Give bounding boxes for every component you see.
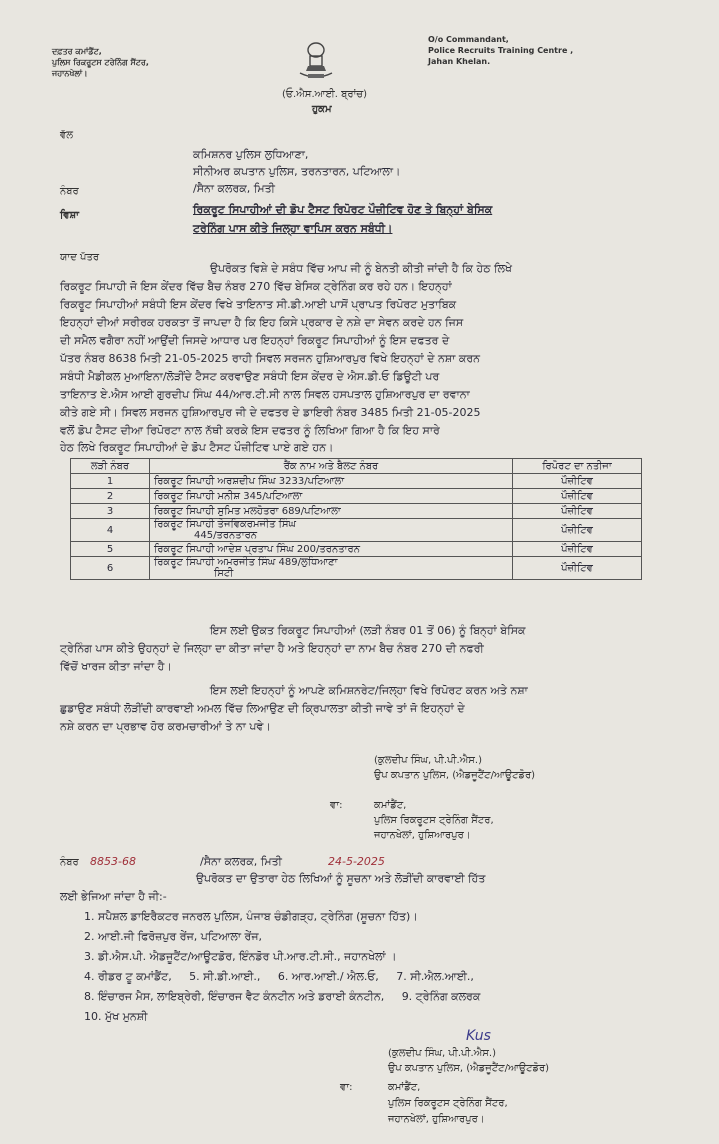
branch-label: (ਓ.ਐਸ.ਆਈ. ਬ੍ਰਾਂਚ) bbox=[282, 89, 368, 100]
distribution-item: 8. ਇੰਚਾਰਜ ਮੈਸ, ਲਾਇਬ੍ਰੇਰੀ, ਇੰਚਾਰਜ ਵੈਟ ਕੰਨਟੀਨ ਅਤੇ ਡਰਾਈ ਕੰਨਟੀਨ, 9. ਟ੍ਰੇਨਿੰਗ ਕਲਰਕ bbox=[84, 990, 481, 1003]
signature-for-line: ਪੁਲਿਸ ਰਿਕਰੂਟਸ ਟ੍ਰੇਨਿੰਗ ਸੈਂਟਰ, bbox=[388, 1098, 508, 1109]
body-line: ਪੱਤਰ ਨੰਬਰ 8638 ਮਿਤੀ 21-05-2025 ਰਾਹੀ ਸਿਵਲ ਸਰਜਨ ਹੁਸ਼ਿਆਰਪੁਰ ਵਿਖੇ ਇਹਨ੍ਹਾਂ ਦੇ ਨਸ਼ਾ ਕਰਨ bbox=[60, 352, 481, 365]
header-right-line: Jahan Khelan. bbox=[428, 57, 491, 66]
endorsement-number-value: 8853-68 bbox=[90, 855, 136, 868]
table-cell-name: ਰਿਕਰੂਟ ਸਿਪਾਹੀ ਮਨੀਸ਼ 345/ਪਟਿਆਲਾ bbox=[150, 489, 513, 504]
table-header-cell: ਲੜੀ ਨੰਬਰ bbox=[71, 459, 150, 474]
after-table-line: ਵਿੱਚੋਂ ਖਾਰਜ ਕੀਤਾ ਜਾਂਦਾ ਹੈ। bbox=[60, 660, 172, 673]
header-right-line: Police Recruits Training Centre , bbox=[428, 46, 574, 55]
signature-name: (ਕੁਲਦੀਪ ਸਿੰਘ, ਪੀ.ਪੀ.ਐਸ.) bbox=[388, 1048, 497, 1059]
table-cell-sr: 6 bbox=[71, 557, 150, 580]
endorsement-number-label: ਨੰਬਰ bbox=[60, 857, 79, 868]
subject-label: ਵਿਸ਼ਾ bbox=[60, 210, 79, 221]
table-cell-result: ਪੌਜ਼ੀਟਿਵ bbox=[513, 474, 642, 489]
header-left-line: ਜਹਾਨਖੇਲਾਂ। bbox=[52, 69, 88, 78]
header-right bbox=[428, 34, 573, 67]
table-cell-result: ਪੌਜ਼ੀਟਿਵ bbox=[513, 542, 642, 557]
table-cell-sr: 3 bbox=[71, 504, 150, 519]
signature-for-line: ਕਮਾਂਡੈਂਟ, bbox=[374, 800, 407, 811]
to-line: ਸੀਨੀਅਰ ਕਪਤਾਨ ਪੁਲਿਸ, ਤਰਨਤਾਰਨ, ਪਟਿਆਲਾ। bbox=[193, 165, 401, 178]
signature-name: (ਕੁਲਦੀਪ ਸਿੰਘ, ਪੀ.ਪੀ.ਐਸ.) bbox=[374, 755, 483, 766]
endorsement-clerk: /ਸੈਨਾ ਕਲਰਕ, ਮਿਤੀ bbox=[200, 855, 282, 868]
signature-for-line: ਜਹਾਨਖੇਲਾਂ, ਹੁਸ਼ਿਆਰਪੁਰ। bbox=[388, 1114, 485, 1125]
table-cell-sr: 1 bbox=[71, 474, 150, 489]
table-cell-result: ਪੌਜ਼ੀਟਿਵ bbox=[513, 489, 642, 504]
signature-for-label: ਵਾ: bbox=[340, 1082, 353, 1093]
signature-for-line: ਪੁਲਿਸ ਰਿਕਰੂਟਸ ਟ੍ਰੇਨਿੰਗ ਸੈਂਟਰ, bbox=[374, 815, 494, 826]
distribution-item: 1. ਸਪੈਸ਼ਲ ਡਾਇਰੈਕਟਰ ਜਨਰਲ ਪੁਲਿਸ, ਪੰਜਾਬ ਚੰਡੀਗੜ੍ਹ, ਟ੍ਰੇਨਿੰਗ (ਸੂਚਨਾ ਹਿੱਤ)। bbox=[84, 910, 418, 923]
subject-line: ਰਿਕਰੂਟ ਸਿਪਾਹੀਆਂ ਦੀ ਡੋਪ ਟੈਸਟ ਰਿਪੋਰਟ ਪੌਜ਼ੀਟਿਵ ਹੋਣ ਤੇ ਬਿਨ੍ਹਾਂ ਬੇਸਿਕ bbox=[193, 203, 493, 216]
body-line: ਤਾਇਨਾਤ ਏ.ਐਸ ਆਈ ਗੁਰਦੀਪ ਸਿੰਘ 44/ਆਰ.ਟੀ.ਸੀ ਨਾਲ ਸਿਵਲ ਹਸਪਤਾਲ ਹੁਸ਼ਿਆਰਪੁਰ ਦਾ ਰਵਾਨਾ bbox=[60, 388, 470, 401]
table-row bbox=[71, 542, 642, 557]
table-row bbox=[71, 504, 642, 519]
body-line: ਉਪਰੋਕਤ ਵਿਸ਼ੇ ਦੇ ਸਬੰਧ ਵਿੱਚ ਆਪ ਜੀ ਨੂੰ ਬੇਨਤੀ ਕੀਤੀ ਜਾਂਦੀ ਹੈ ਕਿ ਹੇਠ ਲਿਖੇ bbox=[210, 262, 512, 275]
body-line: ਹੇਠ ਲਿਖੇ ਰਿਕਰੂਟ ਸਿਪਾਹੀਆਂ ਦੇ ਡੋਪ ਟੈਸਟ ਪੌਜ਼ੀਟਿਵ ਪਾਏ ਗਏ ਹਨ। bbox=[60, 441, 334, 454]
table-header-row bbox=[71, 459, 642, 474]
table-row bbox=[71, 557, 642, 580]
table-cell-name-line: ਰਿਕਰੂਟ ਸਿਪਾਹੀ ਤੇਜਵਿਕਰਮਜੀਤ ਸਿੰਘ bbox=[154, 519, 296, 530]
table-row bbox=[71, 489, 642, 504]
signature-for-label: ਵਾ: bbox=[330, 800, 343, 811]
distribution-item: 3. ਡੀ.ਐਸ.ਪੀ. ਐਡਜੂਟੈਂਟ/ਆਊਟਡੋਰ, ਇੰਨਡੋਰ ਪੀ.ਆਰ.ਟੀ.ਸੀ., ਜਹਾਨਖੇਲਾਂ । bbox=[84, 950, 397, 963]
after-table-line: ਨਸ਼ੇ ਕਰਨ ਦਾ ਪ੍ਰਭਾਵ ਹੋਰ ਕਰਮਚਾਰੀਆਂ ਤੇ ਨਾ ਪਵੇ। bbox=[60, 720, 271, 733]
table-header-cell: ਰਿਪੋਰਟ ਦਾ ਨਤੀਜਾ bbox=[513, 459, 642, 474]
endorsement-date: 24-5-2025 bbox=[328, 855, 385, 868]
number-value: /ਸੈਨਾ ਕਲਰਕ, ਮਿਤੀ bbox=[193, 182, 275, 195]
handwritten-initials: Kus bbox=[466, 1028, 491, 1044]
endorsement-intro: ਲਈ ਭੇਜਿਆ ਜਾਂਦਾ ਹੈ ਜੀ:- bbox=[60, 890, 167, 903]
subject-line: ਟਰੇਨਿੰਗ ਪਾਸ ਕੀਤੇ ਜਿਲ੍ਹਾ ਵਾਪਿਸ ਕਰਨ ਸਬੰਧੀ। bbox=[193, 222, 393, 235]
table-cell-name: ਰਿਕਰੂਟ ਸਿਪਾਹੀ ਆਦੇਸ਼ ਪ੍ਰਤਾਪ ਸਿੰਘ 200/ਤਰਨਤਾਰਨ bbox=[150, 542, 513, 557]
after-table-line: ਛੁਡਾਉਣ ਸਬੰਧੀ ਲੋੜੀਂਦੀ ਕਾਰਵਾਈ ਅਮਲ ਵਿੱਚ ਲਿਆਉਣ ਦੀ ਕ੍ਰਿਪਾਲਤਾ ਕੀਤੀ ਜਾਵੇ ਤਾਂ ਜੋ ਇਹਨ੍ਹਾਂ ਦੇ bbox=[60, 702, 465, 715]
table-cell-name-line: 445/ਤਰਨਤਾਰਨ bbox=[194, 530, 258, 541]
after-table-line: ਇਸ ਲਈ ਉਕਤ ਰਿਕਰੂਟ ਸਿਪਾਹੀਆਂ (ਲੜੀ ਨੰਬਰ 01 ਤੋਂ 06) ਨੂੰ ਬਿਨ੍ਹਾਂ ਬੇਸਿਕ bbox=[210, 624, 526, 637]
body-line: ਦੀ ਸਮੈਲ ਵਗੈਰਾ ਨਹੀਂ ਆਉਂਦੀ ਜਿਸਦੇ ਆਧਾਰ ਪਰ ਇਹਨ੍ਹਾਂ ਰਿਕਰੂਟ ਸਿਪਾਹੀਆਂ ਨੂੰ ਇਸ ਦਫਤਰ ਦੇ bbox=[60, 334, 450, 347]
table-row bbox=[71, 474, 642, 489]
signature-designation: ਉਪ ਕਪਤਾਨ ਪੁਲਿਸ, (ਐਡਜੂਟੈਂਟ/ਆਊਟਡੋਰ) bbox=[374, 770, 536, 781]
body-line: ਸਬੰਧੀ ਮੈਡੀਕਲ ਮੁਆਇਨਾ/ਲੋੜੀਂਦੇ ਟੈਸਟ ਕਰਵਾਉਣ ਸਬੰਧੀ ਇਸ ਕੇਂਦਰ ਦੇ ਐਸ.ਡੀ.ਓ ਡਿਊਟੀ ਪਰ bbox=[60, 370, 440, 383]
body-line: ਵਲੋਂ ਡੋਪ ਟੈਸਟ ਦੀਆ ਰਿਪੋਰਟਾ ਨਾਲ ਨੱਥੀ ਕਰਕੇ ਇਸ ਦਫਤਰ ਨੂੰ ਲਿਖਿਆ ਗਿਆ ਹੈ ਕਿ ਇਹ ਸਾਰੇ bbox=[60, 424, 440, 437]
endorsement-intro: ਉਪਰੋਕਤ ਦਾ ਉਤਾਰਾ ਹੇਠ ਲਿਖਿਆਂ ਨੂੰ ਸੂਚਨਾ ਅਤੇ ਲੋੜੀਂਦੀ ਕਾਰਵਾਈ ਹਿੱਤ bbox=[196, 872, 486, 885]
body-line: ਰਿਕਰੂਟ ਸਿਪਾਹੀ ਜੋ ਇਸ ਕੇਂਦਰ ਵਿੱਚ ਬੈਚ ਨੰਬਰ 270 ਵਿੱਚ ਬੇਸਿਕ ਟ੍ਰੇਨਿੰਗ ਕਰ ਰਹੇ ਹਨ। ਇਹਨ੍ਹਾਂ bbox=[60, 280, 452, 293]
table-cell-name: ਰਿਕਰੂਟ ਸਿਪਾਹੀ ਅਰਸ਼ਦੀਪ ਸਿੰਘ 3233/ਪਟਿਆਲਾ bbox=[150, 474, 513, 489]
header-left bbox=[52, 46, 149, 79]
drug-test-table bbox=[70, 458, 642, 580]
header-right-line: O/o Commandant, bbox=[428, 35, 509, 44]
table-cell-result: ਪੌਜ਼ੀਟਿਵ bbox=[513, 519, 642, 542]
reference-label: ਯਾਦ ਪੱਤਰ bbox=[60, 252, 100, 263]
header-left-line: ਪੁਲਿਸ ਰਿਕਰੂਟਸ ਟਰੇਨਿੰਗ ਸੈਂਟਰ, bbox=[52, 58, 149, 67]
table-cell-name-line: ਸਿਟੀ bbox=[214, 568, 234, 579]
after-table-line: ਇਸ ਲਈ ਇਹਨ੍ਹਾਂ ਨੂੰ ਆਪਣੇ ਕਮਿਸ਼ਨਰੇਟ/ਜਿਲ੍ਹਾ ਵਿਖੇ ਰਿਪੋਰਟ ਕਰਨ ਅਤੇ ਨਸ਼ਾ bbox=[210, 684, 528, 697]
table-cell-sr: 5 bbox=[71, 542, 150, 557]
table-cell-name: ਰਿਕਰੂਟ ਸਿਪਾਹੀ ਸੁਮਿਤ ਮਲਹੋਤਰਾ 689/ਪਟਿਆਲਾ bbox=[150, 504, 513, 519]
body-line: ਰਿਕਰੂਟ ਸਿਪਾਹੀਆਂ ਸਬੰਧੀ ਇਸ ਕੇਂਦਰ ਵਿਖੇ ਤਾਇਨਾਤ ਸੀ.ਡੀ.ਆਈ ਪਾਸੋਂ ਪ੍ਰਾਪਤ ਰਿਪੋਰਟ ਮੁਤਾਬਿਕ bbox=[60, 298, 457, 311]
distribution-item: 2. ਆਈ.ਜੀ ਫਿਰੋਜ਼ਪੁਰ ਰੇਂਜ, ਪਟਿਆਲਾ ਰੇਂਜ, bbox=[84, 930, 263, 943]
state-emblem-icon bbox=[286, 40, 346, 84]
signature-designation: ਉਪ ਕਪਤਾਨ ਪੁਲਿਸ, (ਐਡਜੂਟੈਂਟ/ਆਊਟਡੋਰ) bbox=[388, 1063, 550, 1074]
table-cell-result: ਪੌਜ਼ੀਟਿਵ bbox=[513, 504, 642, 519]
to-line: ਕਮਿਸ਼ਨਰ ਪੁਲਿਸ ਲੁਧਿਆਣਾ, bbox=[193, 148, 309, 161]
signature-for-line: ਜਹਾਨਖੇਲਾਂ, ਹੁਸ਼ਿਆਰਪੁਰ। bbox=[374, 830, 471, 841]
table-cell-name bbox=[150, 557, 513, 580]
distribution-item: 10. ਮੁੱਖ ਮੁਨਸ਼ੀ bbox=[84, 1010, 148, 1023]
table-cell-sr: 2 bbox=[71, 489, 150, 504]
body-line: ਇਹਨ੍ਹਾਂ ਦੀਆਂ ਸਰੀਰਕ ਹਰਕਤਾ ਤੋਂ ਜਾਪਦਾ ਹੈ ਕਿ ਇਹ ਕਿਸੇ ਪ੍ਰਕਾਰ ਦੇ ਨਸ਼ੇ ਦਾ ਸੇਵਨ ਕਰਦੇ ਹਨ ਜਿਸ bbox=[60, 316, 464, 329]
body-line: ਕੀਤੇ ਗਏ ਸੀ। ਸਿਵਲ ਸਰਜਨ ਹੁਸ਼ਿਆਰਪੁਰ ਜੀ ਦੇ ਦਫਤਰ ਦੇ ਡਾਇਰੀ ਨੰਬਰ 3485 ਮਿਤੀ 21-05-2025 bbox=[60, 406, 481, 419]
signature-for-line: ਕਮਾਂਡੈਂਟ, bbox=[388, 1082, 421, 1093]
header-left-line: ਦਫ਼ਤਰ ਕਮਾਂਡੈਂਟ, bbox=[52, 47, 102, 56]
number-label: ਨੰਬਰ bbox=[60, 186, 79, 197]
table-cell-name-line: ਰਿਕਰੂਟ ਸਿਪਾਹੀ ਅਮਰਜੀਤ ਸਿੰਘ 489/ਲੁਧਿਆਣਾ bbox=[154, 557, 338, 568]
to-label: ਵੱਲ bbox=[60, 130, 74, 141]
distribution-item: 4. ਰੀਡਰ ਟੂ ਕਮਾਂਡੈਂਟ, 5. ਸੀ.ਡੀ.ਆਈ., 6. ਆਰ.ਆਈ./ ਐਲ.ਓ, 7. ਸੀ.ਐਲ.ਆਈ., bbox=[84, 970, 474, 983]
table-row bbox=[71, 519, 642, 542]
order-title: ਹੁਕਮ bbox=[312, 104, 332, 115]
table-cell-result: ਪੌਜ਼ੀਟਿਵ bbox=[513, 557, 642, 580]
table-header-cell: ਰੈਂਕ ਨਾਮ ਅਤੇ ਬੈਲਟ ਨੰਬਰ bbox=[150, 459, 513, 474]
table-cell-name bbox=[150, 519, 513, 542]
table-cell-sr: 4 bbox=[71, 519, 150, 542]
after-table-line: ਟ੍ਰੇਨਿੰਗ ਪਾਸ ਕੀਤੇ ਉਹਨ੍ਹਾਂ ਦੇ ਜਿਲ੍ਹਾ ਦਾ ਕੀਤਾ ਜਾਂਦਾ ਹੈ ਅਤੇ ਇਹਨ੍ਹਾਂ ਦਾ ਨਾਮ ਬੈਚ ਨੰਬਰ 270 ਦੀ ਨਫਰੀ bbox=[60, 642, 484, 655]
